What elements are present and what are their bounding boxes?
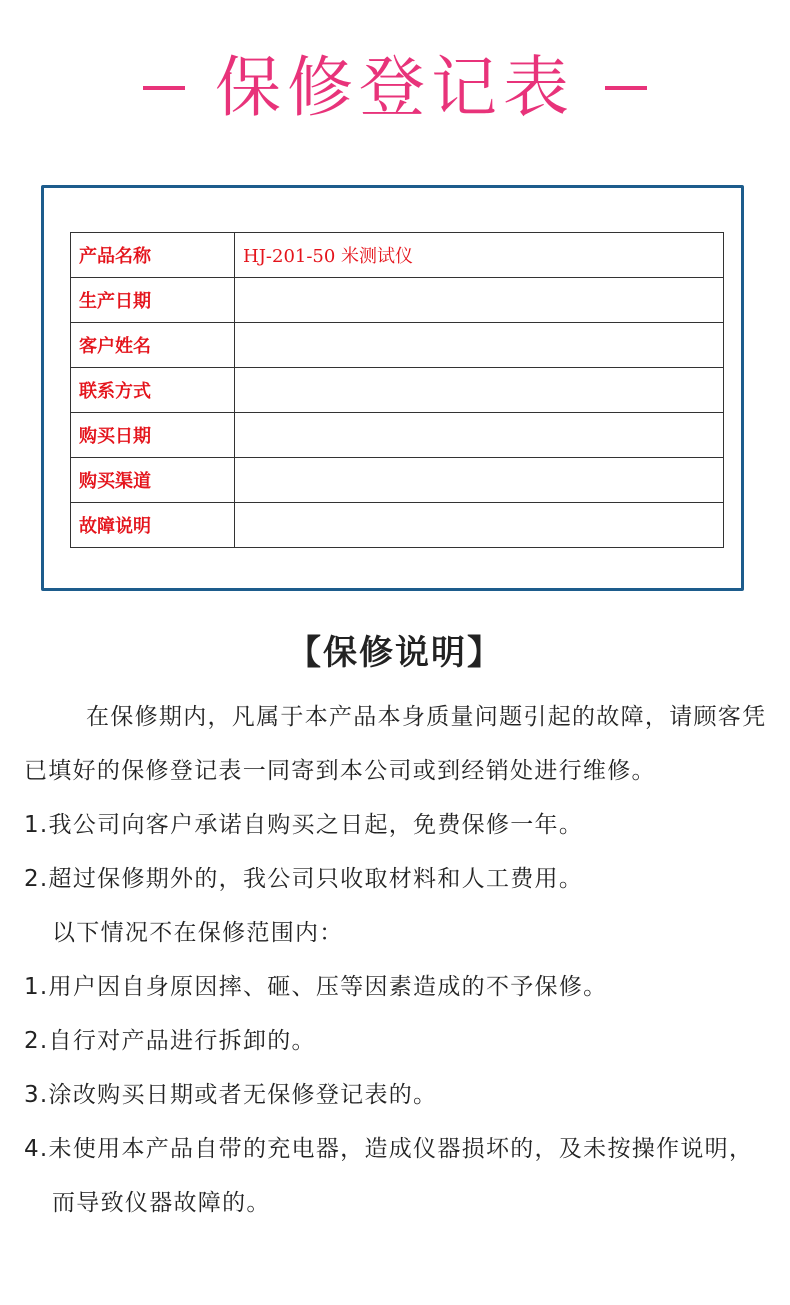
warranty-notes xyxy=(24,690,769,1230)
form-row-contact xyxy=(71,368,724,413)
product-name-field[interactable]: HJ-201-50 米测试仪 xyxy=(235,233,724,278)
customer-name-field[interactable] xyxy=(235,323,724,368)
page-title: 保修登记表 xyxy=(215,48,575,126)
warranty-term: 1.我公司向客户承诺自购买之日起，免费保修一年。 xyxy=(24,812,584,838)
customer-name-label: 客户姓名 xyxy=(71,323,235,368)
form-row-customer-name xyxy=(71,323,724,368)
production-date-label: 生产日期 xyxy=(71,278,235,323)
title-row xyxy=(0,40,790,135)
purchase-channel-label: 购买渠道 xyxy=(71,458,235,503)
warranty-intro: 在保修期内，凡属于本产品本身质量问题引起的故障，请顾客凭已填好的保修登记表一同寄到本公司或到经销处进行维修。 xyxy=(24,704,767,784)
contact-label: 联系方式 xyxy=(71,368,235,413)
form-row-product-name xyxy=(71,233,724,278)
exclusion-item: 2.自行对产品进行拆卸的。 xyxy=(24,1028,316,1054)
production-date-field[interactable] xyxy=(235,278,724,323)
contact-field[interactable] xyxy=(235,368,724,413)
exclusion-item: 4.未使用本产品自带的充电器，造成仪器损坏的，及未按操作说明，而导致仪器故障的。 xyxy=(24,1136,754,1216)
form-row-production-date xyxy=(71,278,724,323)
warranty-heading: 【保修说明】 xyxy=(287,633,503,673)
title-left-dash xyxy=(143,86,185,90)
registration-table xyxy=(70,232,724,548)
product-name-label: 产品名称 xyxy=(71,233,235,278)
exclusion-item: 3.涂改购买日期或者无保修登记表的。 xyxy=(24,1082,438,1108)
exclusion-item: 1.用户因自身原因摔、砸、压等因素造成的不予保修。 xyxy=(24,974,608,1000)
purchase-date-label: 购买日期 xyxy=(71,413,235,458)
warranty-term: 2.超过保修期外的，我公司只收取材料和人工费用。 xyxy=(24,866,584,892)
form-row-fault-description xyxy=(71,503,724,548)
form-row-purchase-channel xyxy=(71,458,724,503)
form-row-purchase-date xyxy=(71,413,724,458)
warranty-registration-form xyxy=(41,185,744,591)
purchase-channel-field[interactable] xyxy=(235,458,724,503)
fault-description-label: 故障说明 xyxy=(71,503,235,548)
purchase-date-field[interactable] xyxy=(235,413,724,458)
exclusions-heading: 以下情况不在保修范围内： xyxy=(52,920,344,946)
title-right-dash xyxy=(605,86,647,90)
fault-description-field[interactable] xyxy=(235,503,724,548)
